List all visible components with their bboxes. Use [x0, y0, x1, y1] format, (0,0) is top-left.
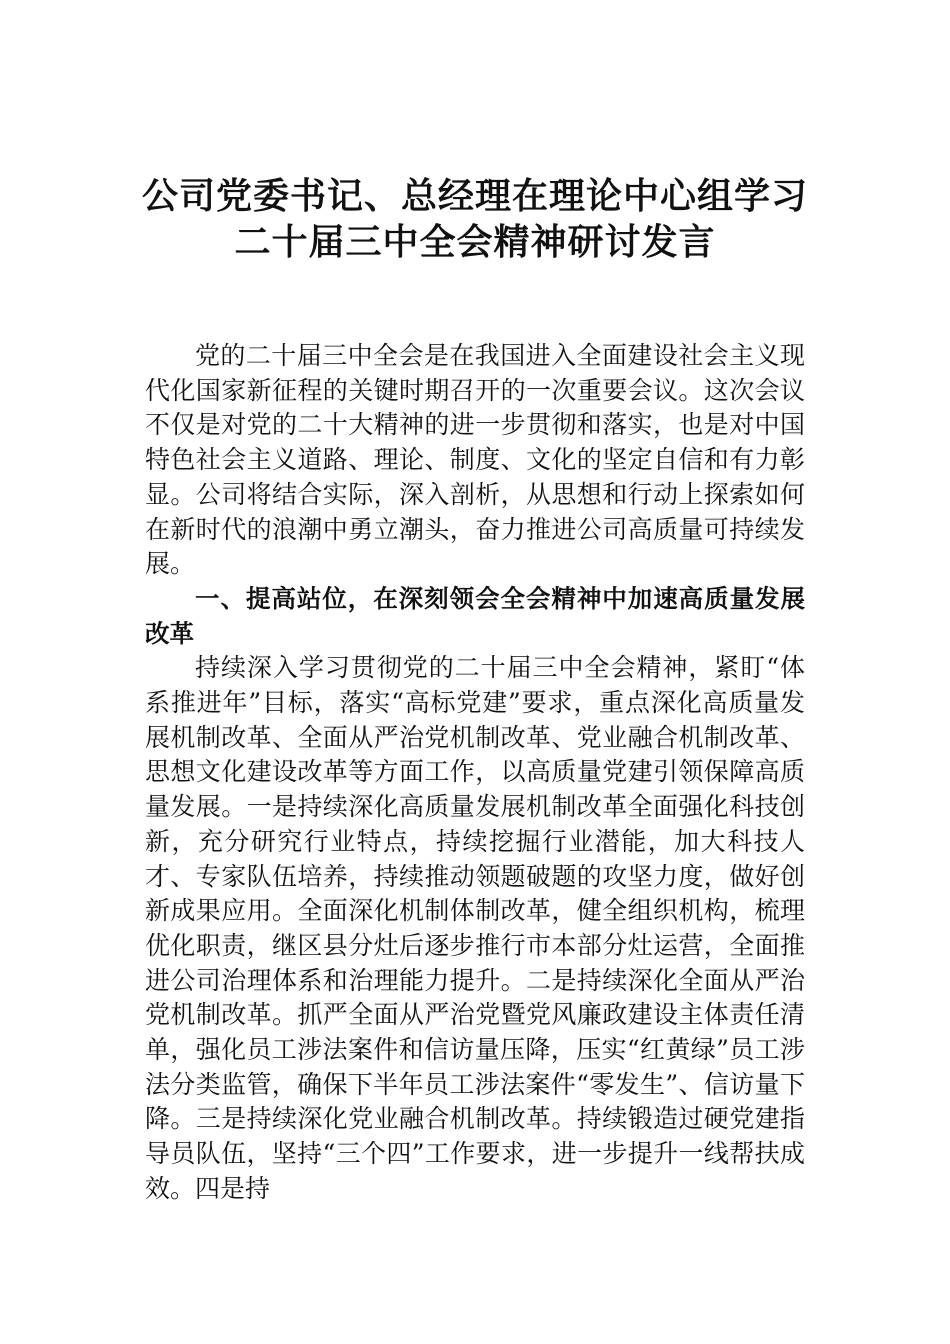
document-title-line-2: 二十届三中全会精神研讨发言 — [234, 221, 716, 263]
section-1-paragraph: 持续深入学习贯彻党的二十届三中全会精神，紧盯“体系推进年”目标，落实“高标党建”要求，重点深化高质量发展机制改革、全面从严治党机制改革、党业融合机制改革、思想文化建设改革等方面工作，以高质量党建引领保障高质量发展。一是持续深化高质量发展机制改革全面强化科技创新，充分研究行业特点，持续挖掘行业潜能，加大科技人才、专家队伍培养，持续推动领题破题的攻坚力度，做好创新成果应用。全面深化机制体制改革，健全组织机构，梳理优化职责，继区县分灶后逐步推行市本部分灶运营，全面推进公司治理体系和治理能力提升。二是持续深化全面从严治党机制改革。抓严全面从严治党暨党风廉政建设主体责任清单，强化员工涉法案件和信访量压降，压实“红黄绿”员工涉法分类监管，确保下半年员工涉法案件“零发生”、信访量下降。三是持续深化党业融合机制改革。持续锻造过硬党建指导员队伍，坚持“三个四”工作要求，进一步提升一线帮扶成效。四是持 — [145, 653, 805, 1203]
document-body — [145, 339, 805, 1207]
section-heading-1: 一、提高站位，在深刻领会全会精神中加速高质量发展改革 — [145, 583, 805, 648]
document-title-line-1: 公司党委书记、总经理在理论中心组学习 — [141, 175, 808, 217]
intro-paragraph: 党的二十届三中全会是在我国进入全面建设社会主义现代化国家新征程的关键时期召开的一次重要会议。这次会议不仅是对党的二十大精神的进一步贯彻和落实，也是对中国特色社会主义道路、理论、制度、文化的坚定自信和有力彰显。公司将结合实际，深入剖析，从思想和行动上探索如何在新时代的浪潮中勇立潮头，奋力推进公司高质量可持续发展。 — [145, 341, 805, 579]
